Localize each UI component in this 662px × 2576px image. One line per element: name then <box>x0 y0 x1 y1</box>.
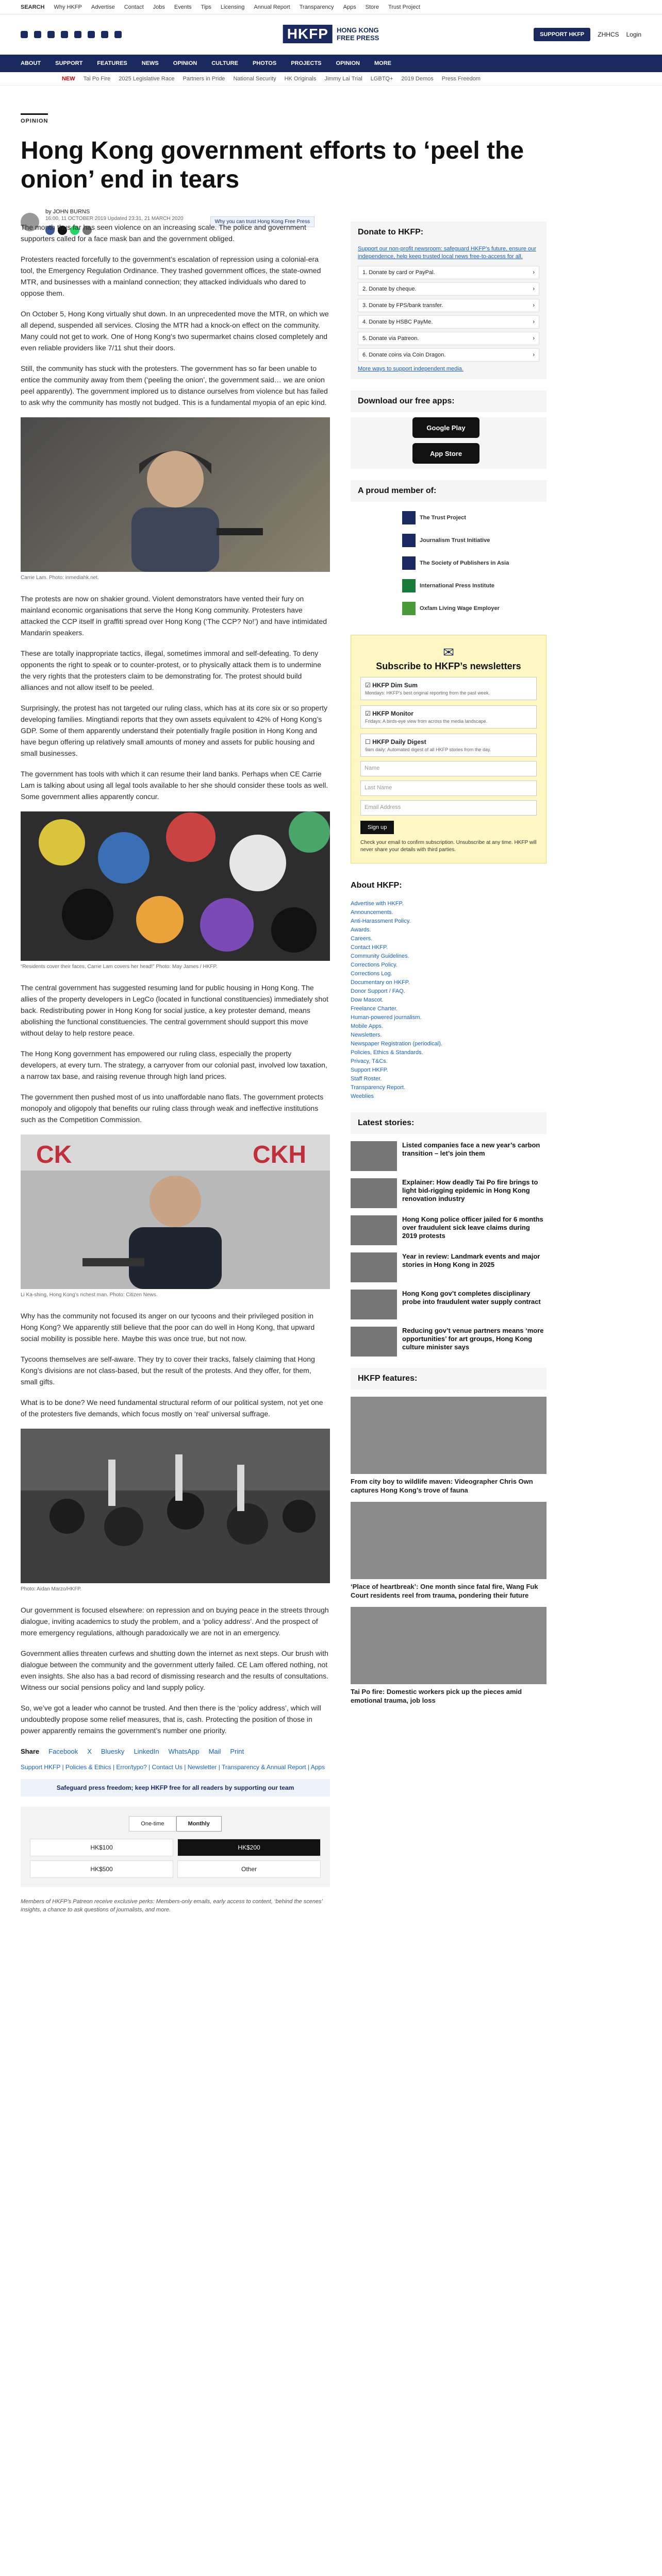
paragraph: The government then pushed most of us into unaffordable nano flats. The government protects monopoly and oligopoly that benefits our ruling class through weak and ineffective institutions such as the Competition Commission. <box>21 1093 324 1124</box>
amount-option[interactable]: Other <box>177 1860 321 1878</box>
story-thumbnail <box>351 1215 397 1245</box>
members-note: Members of HKFP’s Patreon receive exclusive perks: Members-only emails, early access to content, ‘behind the scenes’ insights, a chance to ask questions of journalists, and more. <box>21 1899 323 1913</box>
topbar-link[interactable]: Store <box>365 4 379 10</box>
member-logos <box>351 511 547 622</box>
signup-button[interactable]: Sign up <box>360 821 394 834</box>
trending-link[interactable]: Press Freedom <box>441 75 481 82</box>
about-link[interactable]: Anti-Harassment Policy. <box>351 918 411 924</box>
article-header <box>21 113 641 235</box>
instagram-icon[interactable] <box>47 31 55 38</box>
about-link[interactable]: Policies, Ethics & Standards. <box>351 1049 423 1056</box>
about-link[interactable]: Contact HKFP. <box>351 944 388 951</box>
social-icons <box>21 31 122 38</box>
member-logo[interactable]: International Press Institute <box>402 579 539 592</box>
latest-heading: Latest stories: <box>351 1112 547 1134</box>
story-item[interactable]: Explainer: How deadly Tai Po fire brings to light bid-rigging epidemic in Hong Kong renovation industry <box>351 1178 547 1208</box>
photo-protest-crowd[interactable] <box>21 1429 330 1583</box>
more-ways-link[interactable]: More ways to support independent media. <box>358 366 464 372</box>
signup-note: Check your email to confirm subscription. Unsubscribe at any time. HKFP will never share your details with third parties. <box>360 840 537 853</box>
subscribe-title: Subscribe to HKFP’s newsletters <box>376 661 521 671</box>
paragraph: Surprisingly, the protest has not targeted our ruling class, which has at its core six or so property developing families. Mingtiandi reports that they own assets equivalent to 42% of Hong Kong’s GDP. Some of them apparently understand their potentially fragile position in Hong Kong and have begun offering up relatively small amounts of money and assets for public housing and small businesses. <box>21 704 328 757</box>
nav-item[interactable]: OPINION <box>173 60 197 66</box>
donate-heading: Donate to HKFP: <box>351 222 547 243</box>
publish-dates: 16:00, 11 OCTOBER 2019 Updated 23:31, 21 MARCH 2020 <box>45 216 184 222</box>
topbar-link[interactable]: Apps <box>343 4 356 10</box>
nav-item[interactable]: MORE <box>374 60 391 66</box>
story-thumbnail <box>351 1141 397 1171</box>
photo-caption: “Residents cover their faces, Carrie Lam covers her head!” Photo: May James / HKFP. <box>21 964 218 970</box>
about-link[interactable]: Announcements. <box>351 909 393 916</box>
donate-option[interactable]: 4. Donate by HSBC PayMe. › <box>358 315 539 329</box>
last-name-field[interactable]: Last Name <box>360 781 537 796</box>
about-link[interactable]: Mobile Apps. <box>351 1023 383 1029</box>
checkbox-icon[interactable]: ☑ <box>365 710 371 717</box>
about-link[interactable]: Support HKFP. <box>351 1067 388 1073</box>
topbar-link[interactable]: Events <box>174 4 192 10</box>
about-heading: About HKFP: <box>351 881 402 890</box>
share-print[interactable]: Print <box>230 1748 244 1755</box>
paragraph: Still, the community has stuck with the protesters. The government has so far been unable to entice the community away from them (‘peeling the onion’, the government said… we are onion peel apparently). The government implored us to distance ourselves from violence but has failed to ask why the community has mostly not budged. This is a fundamental myopia of an epic kind. <box>21 364 328 406</box>
main-nav <box>0 55 662 72</box>
features-heading: HKFP features: <box>351 1368 547 1389</box>
trending-bar <box>0 72 662 86</box>
email-field[interactable]: Email Address <box>360 800 537 816</box>
name-field[interactable]: Name <box>360 761 537 776</box>
top-utility-bar <box>0 0 662 14</box>
about-link[interactable]: Documentary on HKFP. <box>351 979 410 986</box>
trending-link[interactable]: HK Originals <box>284 75 317 82</box>
story-item[interactable]: Hong Kong police officer jailed for 6 months over fraudulent sick leave claims during 2019 protests <box>351 1215 547 1245</box>
paragraph: On October 5, Hong Kong virtually shut down. In an unprecedented move the MTR, on which we all depend, suspended all services. Closing the MTR had a knock-on effect on the community. Many could not get to work. One of Hong Kong’s two supermarket chains closed completely and even reliable providers like 7/11 shut their doors. <box>21 310 329 352</box>
member-logo[interactable]: The Society of Publishers in Asia <box>402 556 539 570</box>
logo-text: HONG KONG FREE PRESS <box>336 26 379 42</box>
paragraph: The Hong Kong government has empowered our ruling class, especially the property developers, at every turn. The strategy, a carryover from our colonial past, involved low taxation, a narrow tax base, and raising revenue through high land prices. <box>21 1049 327 1080</box>
topbar-link[interactable]: Why HKFP <box>54 4 82 10</box>
story-item[interactable]: Hong Kong gov’t completes disciplinary probe into fraudulent water supply contract <box>351 1290 547 1319</box>
about-link[interactable]: Donor Support / FAQ. <box>351 988 405 994</box>
trending-link[interactable]: Jimmy Lai Trial <box>324 75 362 82</box>
x-icon[interactable] <box>34 31 41 38</box>
about-link[interactable]: Weeblies <box>351 1093 374 1099</box>
photo-illustration <box>21 1134 330 1289</box>
language-toggle[interactable]: ZHHCS <box>598 31 619 38</box>
story-thumbnail <box>351 1178 397 1208</box>
share-label: Share <box>21 1748 40 1755</box>
photo-caption: Photo: Aidan Marzo/HKFP. <box>21 1586 82 1592</box>
donate-option[interactable]: 3. Donate by FPS/bank transfer. › <box>358 299 539 312</box>
app-badges <box>351 417 547 469</box>
feature-item[interactable]: Tai Po fire: Domestic workers pick up the pieces amid emotional trauma, job loss <box>351 1607 547 1705</box>
chevron-right-icon: › <box>533 319 535 325</box>
nav-item[interactable]: OPINION <box>336 60 360 66</box>
photo-illustration <box>21 1429 330 1583</box>
newsletter-option[interactable]: ☑ HKFP Monitor Fridays: A birds-eye view from across the media landscape. <box>360 705 537 728</box>
apps-heading: Download our free apps: <box>351 391 547 412</box>
paragraph: The protests are now on shakier ground. Violent demonstrators have vented their fury on mainland economic organisations that serve the Hong Kong community. Protesters have attacked the CCP itself in graffiti spread over Hong Kong (‘The CCP? No!’) and have intimidated Mandarin speakers. <box>21 595 327 637</box>
share-bar <box>21 1748 330 1755</box>
paragraph: Our government is focused elsewhere: on repression and on buying peace in the streets through dialogue, inviting academics to study the problem, and a ‘policy address’. And the prospect of more emergency regulations, although paradoxically we are not in an emergency. <box>21 1606 329 1637</box>
oxfam-icon <box>402 602 416 615</box>
trust-project-icon <box>402 511 416 524</box>
share-whatsapp[interactable]: WhatsApp <box>168 1748 200 1755</box>
trending-link[interactable]: Tai Po Fire <box>83 75 111 82</box>
sopa-icon <box>402 556 416 570</box>
logo-mark: HKFP <box>283 25 333 43</box>
about-link[interactable]: Transparency Report. <box>351 1084 405 1091</box>
story-thumbnail <box>351 1327 397 1357</box>
amount-options <box>30 1839 321 1878</box>
svg-text:CKH: CKH <box>253 1141 306 1168</box>
paragraph: Government allies threaten curfews and shutting down the internet as next steps. Our brush with dialogue between the community and the government utterly failed. CE Lam offered nothing, not even insights. She also has a bad record of dismissing research and the results of consultations. Witness our social pensions policy and land supply policy. <box>21 1649 328 1691</box>
nav-item[interactable]: ABOUT <box>21 60 41 66</box>
safeguard-banner[interactable]: Safeguard press freedom; keep HKFP free for all readers by supporting our team <box>21 1779 330 1797</box>
about-link[interactable]: Privacy, T&Cs. <box>351 1058 388 1064</box>
donate-panel <box>351 243 547 379</box>
jti-icon <box>402 534 416 547</box>
trending-link[interactable]: Partners in Pride <box>183 75 225 82</box>
feature-image <box>351 1607 547 1684</box>
checkbox-icon[interactable]: ☐ <box>365 738 371 745</box>
nav-item[interactable]: FEATURES <box>97 60 127 66</box>
paragraph: Protesters reacted forcefully to the government’s escalation of repression using a colonial-era tool, the Emergency Regulation Ordinance. They trashed government offices, the state-owned MTR, and businesses with a mainland connection; they attacked individuals who dared to oppose them. <box>21 255 321 297</box>
paragraph: The month thus far has seen violence on an increasing scale. The police and government supporters called for a face mask ban and the government obliged. <box>21 223 306 243</box>
article-body <box>21 222 330 1914</box>
topbar-link[interactable]: Jobs <box>153 4 165 10</box>
chevron-right-icon: › <box>533 335 535 342</box>
about-link[interactable]: Careers. <box>351 936 373 942</box>
photo-carrie-lam[interactable] <box>21 417 330 572</box>
about-link[interactable]: Corrections Log. <box>351 971 392 977</box>
photo-caption: Carrie Lam. Photo: inmediahk.net. <box>21 575 99 581</box>
member-logo[interactable]: Oxfam Living Wage Employer <box>402 602 539 615</box>
amount-option[interactable]: HK$100 <box>30 1839 173 1856</box>
topbar-link[interactable]: Annual Report <box>254 4 290 10</box>
member-heading: A proud member of: <box>351 480 547 502</box>
photo-illustration <box>21 811 330 961</box>
trending-link[interactable]: LGBTQ+ <box>370 75 393 82</box>
about-link[interactable]: Newsletters. <box>351 1032 382 1038</box>
sidebar <box>351 222 547 1705</box>
login-link[interactable]: Login <box>626 31 641 38</box>
newsletter-option[interactable]: ☐ HKFP Daily Digest 9am daily: Automated digest of all HKFP stories from the day. <box>360 734 537 757</box>
paragraph: Tycoons themselves are self-aware. They try to cover their tracks, falsely claiming that Hong Kong’s divisions are not class-based, but the result of the protests. And they offer, for them, small gifts. <box>21 1355 315 1386</box>
feature-stories <box>351 1397 547 1705</box>
google-play-badge[interactable]: Google Play <box>412 417 479 438</box>
about-link[interactable]: Staff Roster. <box>351 1076 382 1082</box>
topbar-link[interactable]: Contact <box>124 4 144 10</box>
paragraph: So, we’ve got a leader who cannot be trusted. And then there is the ‘policy address’, which will undoubtedly propose some relief measures, that is, cash. Protecting the position of those in power apparently remains the government’s number one priority. <box>21 1704 321 1735</box>
frequency-toggle <box>30 1816 321 1832</box>
share-facebook[interactable]: Facebook <box>48 1748 78 1755</box>
site-header <box>0 14 662 55</box>
share-bluesky[interactable]: Bluesky <box>101 1748 125 1755</box>
share-mail[interactable]: Mail <box>208 1748 221 1755</box>
about-link[interactable]: Awards. <box>351 927 371 933</box>
story-thumbnail <box>351 1252 397 1282</box>
share-x[interactable]: X <box>87 1748 92 1755</box>
story-thumbnail <box>351 1290 397 1319</box>
about-link[interactable]: Advertise with HKFP. <box>351 901 404 907</box>
donate-option[interactable]: 2. Donate by cheque. › <box>358 282 539 296</box>
feature-item[interactable]: ‘Place of heartbreak’: One month since fatal fire, Wang Fuk Court residents reel from trauma, pondering their future <box>351 1502 547 1600</box>
chevron-right-icon: › <box>533 302 535 309</box>
donate-option[interactable]: 6. Donate coins via Coin Dragon. › <box>358 348 539 362</box>
topbar-link[interactable]: Tips <box>201 4 211 10</box>
about-link[interactable]: Community Guidelines. <box>351 953 409 959</box>
nav-item[interactable]: CULTURE <box>211 60 238 66</box>
about-link[interactable]: Newspaper Registration (periodical). <box>351 1041 442 1047</box>
nav-item[interactable]: NEWS <box>141 60 159 66</box>
photo-li-ka-shing[interactable] <box>21 1134 330 1289</box>
donation-widget <box>21 1807 330 1887</box>
trending-link[interactable]: 2019 Demos <box>401 75 434 82</box>
facebook-icon[interactable] <box>21 31 28 38</box>
member-logo[interactable]: The Trust Project <box>402 511 539 524</box>
story-item[interactable]: Year in review: Landmark events and major stories in Hong Kong in 2025 <box>351 1252 547 1282</box>
about-links <box>351 900 547 1101</box>
trending-link[interactable]: 2025 Legislative Race <box>119 75 175 82</box>
checkbox-icon[interactable]: ☑ <box>365 682 371 689</box>
nav-item[interactable]: PHOTOS <box>252 60 277 66</box>
ipi-icon <box>402 579 416 592</box>
toggle-one-time[interactable]: One-time <box>129 1816 176 1832</box>
topbar-link[interactable]: Advertise <box>91 4 115 10</box>
photo-protest-umbrellas[interactable] <box>21 811 330 961</box>
amount-option[interactable]: HK$500 <box>30 1860 173 1878</box>
feature-image <box>351 1397 547 1474</box>
site-logo[interactable] <box>283 25 379 43</box>
donate-option[interactable]: 5. Donate via Patreon. › <box>358 332 539 345</box>
chevron-right-icon: › <box>533 352 535 358</box>
linkedin-icon[interactable] <box>88 31 95 38</box>
section-label[interactable]: OPINION <box>21 113 48 124</box>
topbar-link[interactable]: Licensing <box>220 4 245 10</box>
trust-badge[interactable]: Why you can trust Hong Kong Free Press <box>210 216 315 227</box>
feature-item[interactable]: From city boy to wildlife maven: Videographer Chris Own captures Hong Kong’s trove of fauna <box>351 1397 547 1495</box>
topbar-link[interactable]: Transparency <box>299 4 334 10</box>
paragraph: What is to be done? We need fundamental structural reform of our political system, not yet one of the protesters five demands, which focus mostly on ‘real’ universal suffrage. <box>21 1398 323 1418</box>
trending-link[interactable]: National Security <box>233 75 276 82</box>
paragraph: These are totally inappropriate tactics, illegal, sometimes immoral and self-defeating. To deny opponents the right to speak or to counter-protest, or to physically attack them is to undermine the very rights that the protesters claim to be demonstrating for. The protest should build alliances and not allow itself to be peeled. <box>21 649 321 691</box>
chevron-right-icon: › <box>533 286 535 292</box>
chevron-right-icon: › <box>533 269 535 276</box>
photo-caption: Li Ka-shing, Hong Kong’s richest man. Photo: Citizen News. <box>21 1292 158 1298</box>
app-store-badge[interactable]: App Store <box>412 443 479 464</box>
donate-option[interactable]: 1. Donate by card or PayPal. › <box>358 266 539 279</box>
threads-icon[interactable] <box>61 31 68 38</box>
header-actions <box>534 28 641 41</box>
support-button[interactable]: SUPPORT HKFP <box>534 28 590 41</box>
youtube-icon[interactable] <box>74 31 81 38</box>
paragraph: The central government has suggested resuming land for public housing in Hong Kong. The allies of the property developers in LegCo (located in functional constituencies) immediately shot back. Redistributing power in Hong Kong for social justice, a key protester demand, means abolishing the functional constituencies. The central government should support this move without delay to help restore peace. <box>21 984 328 1037</box>
telegram-icon[interactable] <box>101 31 108 38</box>
photo-illustration <box>21 417 330 572</box>
story-item[interactable]: Listed companies face a new year’s carbon transition – let’s join them <box>351 1141 547 1171</box>
amount-option-selected[interactable]: HK$200 <box>177 1839 321 1856</box>
about-link[interactable]: Freelance Charter. <box>351 1006 398 1012</box>
member-logo[interactable]: Journalism Trust Initiative <box>402 534 539 547</box>
newsletter-signup <box>351 635 547 863</box>
story-item[interactable]: Reducing gov’t venue partners means ‘more opportunities’ for art groups, Hong Kong culture minister says <box>351 1327 547 1357</box>
donate-intro-link[interactable]: Support our non-profit newsroom: safeguard HKFP’s future, ensure our independence, help keep trusted local news free-to-access for all. <box>358 246 536 260</box>
toggle-monthly[interactable]: Monthly <box>176 1816 222 1832</box>
latest-stories <box>351 1141 547 1357</box>
author-name[interactable]: by JOHN BURNS <box>45 209 90 215</box>
nav-item[interactable]: PROJECTS <box>291 60 322 66</box>
about-link[interactable]: Dow Mascot. <box>351 997 384 1003</box>
article-title: Hong Kong government efforts to ‘peel the onion’ end in tears <box>21 137 524 193</box>
nav-item[interactable]: SUPPORT <box>55 60 83 66</box>
share-linkedin[interactable]: LinkedIn <box>134 1748 159 1755</box>
svg-text:CK: CK <box>36 1141 72 1168</box>
paragraph: Why has the community not focused its anger on our tycoons and their privileged position in Hong Kong? We apparently still believe that the poor can do well in Hong Kong, that upward social mobility is possible here. Maybe this was once true, but not now. <box>21 1312 315 1343</box>
paragraph: The government has tools with which it can resume their land banks. Perhaps when CE Carrie Lam is talking about using all legal tools available to her she should consider these tools as well. Some government allies apparently concur. <box>21 770 328 801</box>
support-links[interactable]: Support HKFP | Policies & Ethics | Error/typo? | Contact Us | Newsletter | Transparency & Annual Report | Apps <box>21 1764 325 1771</box>
about-link[interactable]: Corrections Policy. <box>351 962 398 968</box>
feature-image <box>351 1502 547 1579</box>
topbar-link[interactable]: Trust Project <box>388 4 420 10</box>
about-link[interactable]: Human-powered journalism. <box>351 1014 422 1021</box>
search-link[interactable]: SEARCH <box>21 4 45 10</box>
rss-icon[interactable] <box>114 31 122 38</box>
mail-icon: ✉ <box>443 645 454 660</box>
new-badge: NEW <box>62 75 75 82</box>
newsletter-option[interactable]: ☑ HKFP Dim Sum Mondays: HKFP’s best original reporting from the past week. <box>360 677 537 700</box>
